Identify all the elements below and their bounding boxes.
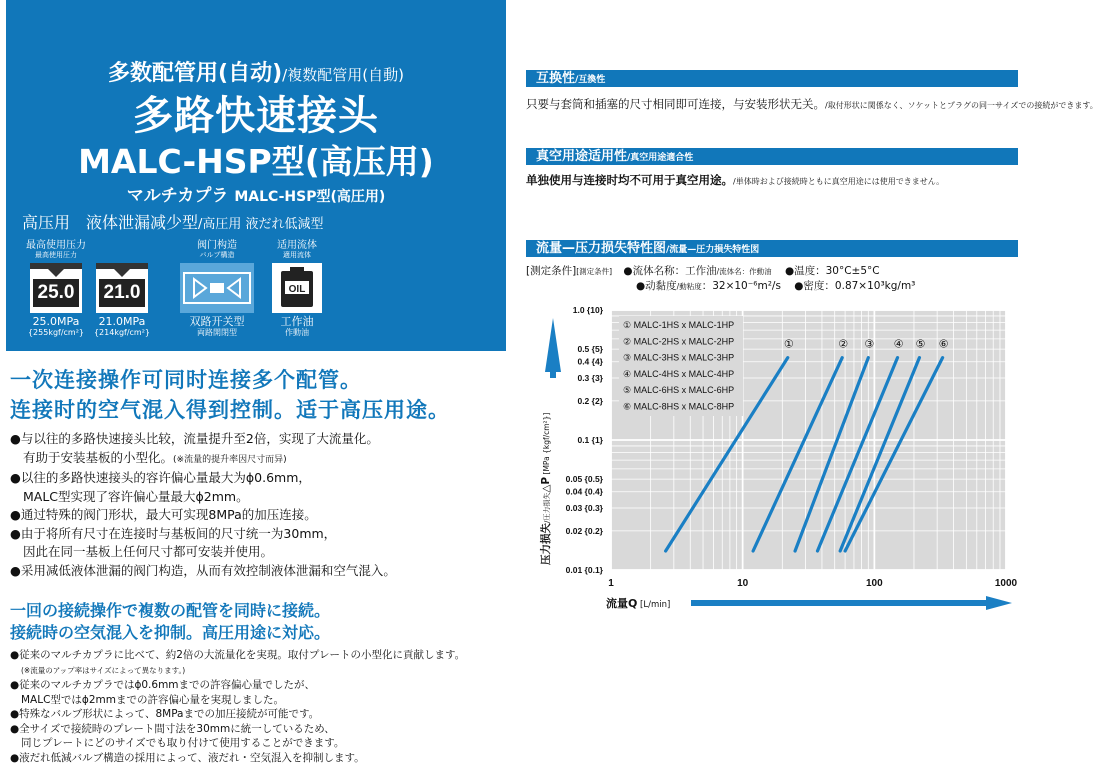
legend	[619, 316, 743, 416]
spec-caption: 双路开关型	[189, 315, 245, 328]
spec-caption: 工作油	[280, 315, 314, 328]
y-tick-label: 0.03 {0.3}	[565, 502, 603, 513]
jp-title-text: マルチカプラ	[126, 186, 229, 206]
spec-caption-sub: {255kgf/cm²}	[27, 328, 85, 337]
spec-caption-sub: 作動油	[285, 328, 309, 337]
y-tick-label: 1.0 {10}	[572, 305, 603, 315]
x-tick-labels	[608, 578, 1017, 589]
series-mark-label: ④	[893, 337, 904, 351]
y-axis-title-jp: /圧力損失	[543, 492, 551, 523]
series-mark-label: ⑤	[915, 337, 926, 351]
chart-svg	[526, 300, 1046, 620]
series-mark-label: ①	[783, 337, 794, 351]
spec-label	[86, 240, 158, 251]
spec-caption-sub: {214kgf/cm²}	[93, 328, 151, 337]
y-tick-label: 0.4 {4}	[577, 356, 603, 367]
sub-title-jp: /複数配管用(自動)	[282, 66, 404, 84]
type-line	[22, 210, 324, 233]
headline-cn-line: 一次连接操作可同时连接多个配管。	[10, 368, 362, 392]
bullets-cn	[10, 430, 510, 580]
spec-label-jp: 最高使用圧力	[35, 251, 77, 259]
headline-cn-line: 连接时的空气混入得到控制。适于高压用途。	[10, 398, 450, 422]
spec-label: 适用流体	[277, 240, 317, 251]
y-tick-label: 0.01 {0.1}	[565, 565, 603, 575]
x-axis-title-text: 流量Q	[606, 597, 638, 610]
x-tick-label: 10	[737, 578, 749, 589]
y-axis-title	[539, 413, 552, 565]
y-tick-label: 0.5 {5}	[577, 344, 603, 355]
x-axis-title	[606, 596, 670, 610]
list-item: ●以往的多路快速接头的容许偏心量最大为ϕ0.6mm， MALC型实现了容许偏心量最大ϕ2mm。	[10, 470, 311, 504]
y-tick-label: 0.05 {0.5}	[565, 474, 603, 485]
section-interchange-bar: 互换性/互換性	[526, 70, 1018, 87]
series-mark-label: ⑥	[938, 337, 949, 351]
y-tick-labels	[566, 305, 604, 575]
oil-icon	[272, 263, 322, 313]
list-item: ●従来のマルチカプラではϕ0.6mmまでの許容偏心量でしたが、 MALC型ではϕ2mmまでの許容偏心量を実現しました。	[10, 679, 316, 706]
y-tick-label: 0.2 {2}	[577, 395, 603, 406]
pressure-value: 25.0	[33, 279, 79, 307]
legend-entry: ③ MALC-3HS x MALC-3HP	[623, 352, 735, 363]
spec-label-jp: 適用流体	[283, 251, 311, 259]
list-item: ●由于将所有尺寸在连接时与基板间的尺寸统一为30mm， 因此在同一基板上任何尺寸都可安装并使用。	[10, 525, 337, 559]
spec-label: 最高使用压力	[26, 240, 86, 251]
x-tick-label: 1000	[994, 578, 1018, 589]
jp-model-text: MALC-HSP型(高圧用)	[234, 189, 386, 205]
series-mark-label: ③	[864, 337, 875, 351]
spec-icons	[6, 236, 506, 351]
valve-icon	[180, 263, 254, 313]
y-tick-label: 0.02 {0.2}	[565, 525, 603, 536]
jp-title	[6, 181, 506, 206]
y-tick-label: 0.3 {3}	[577, 372, 603, 383]
list-item: ●与以往的多路快速接头比较，流量提升至2倍，实现了大流量化。 有助于安装基板的小型化。(※流量的提升率因尺寸而异)	[10, 431, 379, 465]
y-tick-label: 0.1 {1}	[577, 435, 603, 445]
legend-entry: ⑥ MALC-8HS x MALC-8HP	[623, 401, 735, 412]
section-interchange-text: 只要与套筒和插塞的尺寸相同即可连接，与安装形状无关。/取付形状に関係なく、ソケットとプラグの同一サイズでの接続ができます。	[526, 97, 1098, 111]
x-tick-label: 1	[608, 578, 614, 589]
header-panel	[6, 0, 506, 351]
section-vacuum-bar: 真空用途适用性/真空用途適合性	[526, 148, 1018, 165]
model-title: MALC-HSP型(高压用)	[78, 142, 434, 181]
headline-cn	[10, 365, 450, 425]
legend-entry: ① MALC-1HS x MALC-1HP	[623, 320, 735, 330]
headline-jp	[10, 600, 330, 644]
list-item: ●全サイズで接続時のプレート間寸法を30mmに統一しているため、 同じプレートにどのサイズでも取り付けて使用することができます。	[10, 722, 345, 749]
sub-title-cn: 多数配管用(自动)	[108, 61, 283, 86]
list-item: ●采用减低液体泄漏的阀门构造，从而有效控制液体泄漏和空气混入。	[10, 562, 396, 578]
list-item: ●特殊なバルブ形状によって、8MPaまでの加圧接続が可能です。	[10, 708, 320, 720]
list-item: ●通过特殊的阀门形状，最大可实现8MPa的加压连接。	[10, 507, 317, 522]
sub-title	[6, 56, 506, 87]
y-axis-title-sym: △P	[540, 476, 552, 493]
section-vacuum-text: 单独使用与连接时均不可用于真空用途。/単体時および接続時ともに真空用途には使用できません。	[526, 173, 945, 187]
list-item: ●液だれ低減バルブ構造の採用によって、液だれ・空気混入を抑制します。	[10, 751, 365, 764]
x-axis-unit: [L/min]	[637, 600, 671, 610]
headline-jp-line: 一回の接続操作で複数の配管を同時に接続。	[10, 601, 331, 620]
spec-caption-sub: 両路開閉型	[197, 328, 237, 337]
spec-pressure-2	[86, 240, 158, 338]
spec-pressure-1	[20, 240, 92, 338]
spec-fluid	[262, 240, 332, 338]
type-cn: 高压用 液体泄漏减少型	[22, 213, 199, 232]
legend-entry: ⑤ MALC-6HS x MALC-6HP	[623, 385, 735, 396]
type-jp: /高圧用 液だれ低減型	[198, 217, 324, 232]
bullets-jp	[10, 648, 510, 765]
x-axis-arrow	[691, 596, 1012, 610]
y-axis-title-cn: 压力损失	[540, 523, 552, 565]
y-axis-arrow-shaft	[550, 358, 556, 378]
pressure-value: 21.0	[99, 279, 145, 307]
y-tick-label: 0.04 {0.4}	[565, 486, 603, 497]
spec-caption: 25.0MPa	[32, 315, 80, 328]
main-title: 多路快速接头	[133, 93, 379, 139]
spec-caption: 21.0MPa	[98, 315, 146, 328]
list-item: ●従来のマルチカプラに比べて、約2倍の大流量化を実現。取付プレートの小型化に貢献します。 (※流量のアップ率はサイズによって異なります。)	[10, 649, 466, 675]
spec-valve	[172, 240, 262, 338]
x-tick-label: 100	[865, 578, 883, 589]
legend-entry: ④ MALC-4HS x MALC-4HP	[623, 368, 735, 379]
y-axis-unit: [MPa {kgf/cm²}]	[542, 412, 551, 477]
spec-label: 阀门构造	[197, 240, 237, 251]
spec-label-jp: バルブ構造	[199, 251, 235, 259]
oil-icon-text: OIL	[288, 284, 306, 295]
flow-pressure-chart	[526, 300, 1046, 624]
pressure-icon	[96, 263, 148, 313]
section-flow-bar: 流量—压力损失特性图/流量—圧力損失特性図	[526, 240, 1018, 257]
legend-entry: ② MALC-2HS x MALC-2HP	[623, 336, 735, 347]
measurement-conditions: [测定条件][測定条件] ●流体名称：工作油/流体名：作動油 ●温度：30°C±5°C ●动黏度/動粘度：32×10⁻⁶m²/s ●密度：0.87×10³kg/m³	[526, 265, 916, 292]
headline-jp-line: 接続時の空気混入を抑制。高圧用途に対応。	[10, 623, 331, 642]
series-mark-label: ②	[838, 337, 849, 351]
pressure-icon	[30, 263, 82, 313]
spec-label-jp	[86, 251, 158, 260]
